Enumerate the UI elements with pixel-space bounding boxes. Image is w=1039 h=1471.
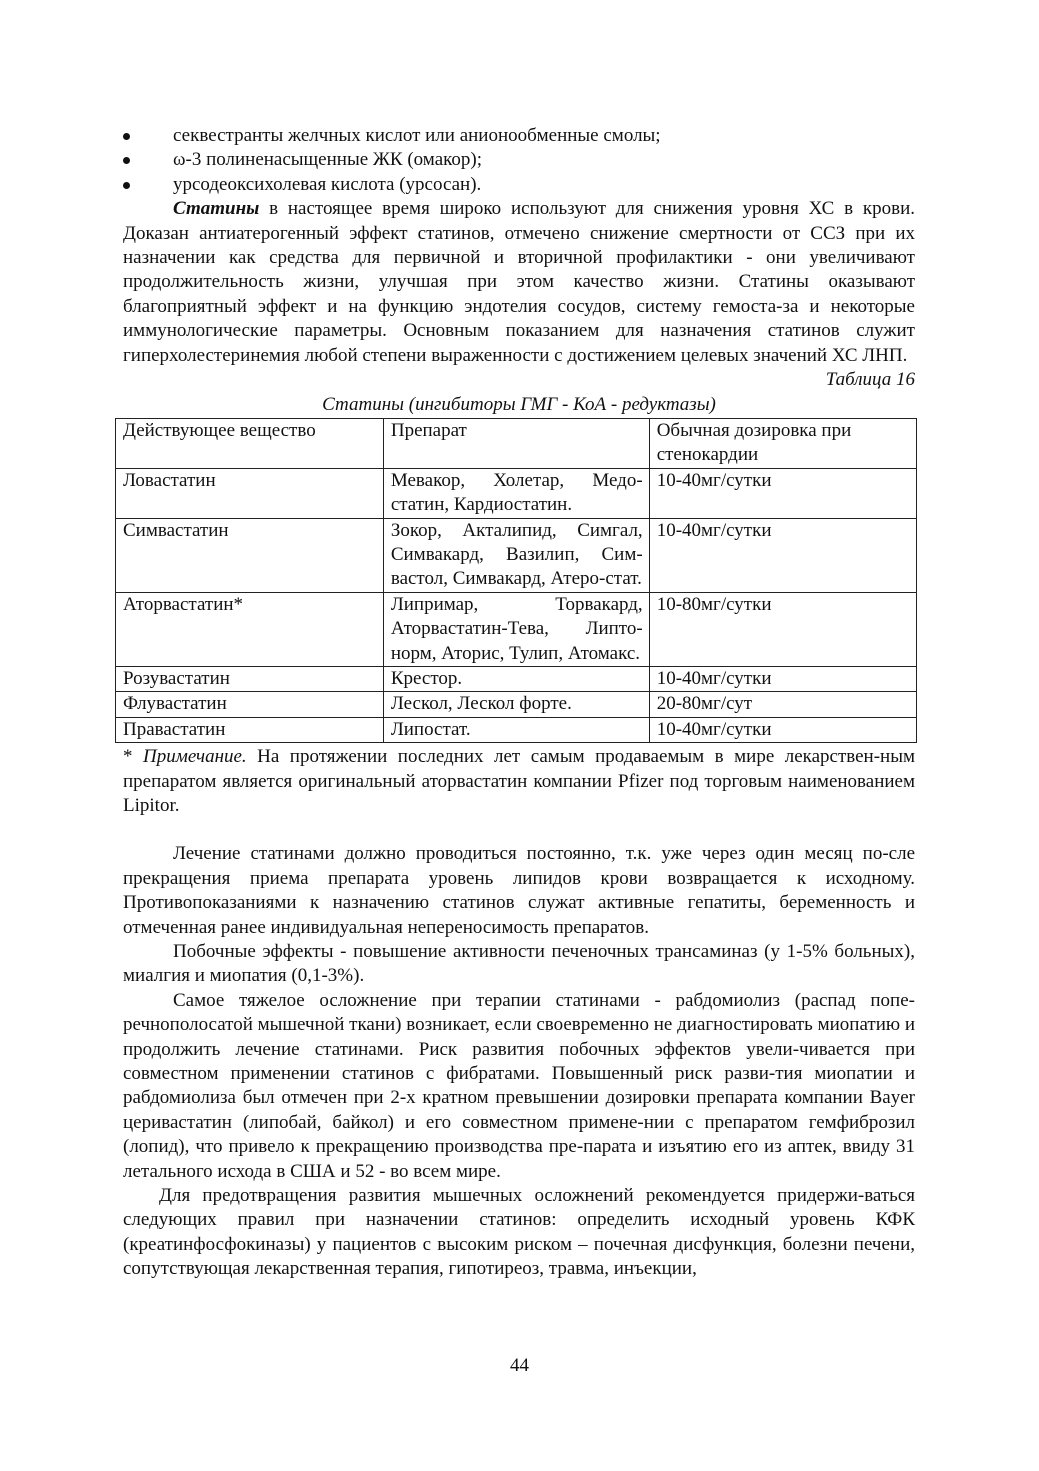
body-paragraph: Побочные эффекты - повышение активности печеночных трансаминаз (у 1-5% больных), миалгия и миопатия (0,1-3%). [123,941,915,987]
body-paragraph: Лечение статинами должно проводиться постоянно, т.к. уже через один месяц по-сле прекращения приема препарата уровень липидов крови возвращается к исходному. Противопоказаниями к назначению статинов служат активные гепатиты, беременность и отмеченная ранее индивидуальная непереносимость препаратов. [123,843,915,938]
page-number: 44 [510,1355,529,1376]
table-cell: 10-40мг/сутки [649,717,916,742]
bullet-icon [123,133,130,140]
table-cell: Липримар, Торвакард, Аторвастатин-Тева, Липто-норм, Аторис, Тулип, Атомакс. [383,592,649,666]
statins-paragraph: Статины в настоящее время широко используют для снижения уровня ХС в крови. Доказан антиатерогенный эффект статинов, отмечено снижение смертности от ССЗ при их назначении как средства для первичной и вторичной профилактики - они увеличивают продолжительность жизни, улучшая при этом качество жизни. Статины оказывают благоприятный эффект и на функцию эндотелия сосудов, систему гемоста-за и некоторые иммунологические параметры. Основным показанием для назначения статинов служит гиперхолестеринемия любой степени выраженности с достижением целевых значений ХС ЛНП. [123,198,915,366]
body-paragraph: Для предотвращения развития мышечных осложнений рекомендуется придержи-ваться следующих правил при назначении статинов: определить исходный уровень КФК (креатинфосфокиназы) у пациентов с высоким риском – почечная дисфункция, болезни печени, сопутствующая лекарственная терапия, гипотиреоз, травма, инъекции, [123,1185,915,1280]
table-header-cell: Действующее вещество [116,418,384,468]
table-header-row [116,418,917,468]
table-cell: Липостат. [383,717,649,742]
table-number: Таблица 16 [825,369,915,391]
table-row [116,468,917,518]
table-cell: 10-80мг/сутки [649,592,916,666]
table-cell: 10-40мг/сутки [649,666,916,691]
bullet-item: секвестранты желчных кислот или анионообменные смолы; [123,124,915,148]
table-note: * Примечание. На протяжении последних лет самым продаваемым в мире лекарствен-ным препаратом является оригинальный аторвастатин компании Pfizer под торговым наименованием Lipitor. [123,746,915,816]
table-cell: Мевакор, Холетар, Медо-статин, Кардиостатин. [383,468,649,518]
table-row [116,692,917,717]
bullet-icon [123,157,130,164]
table-row [116,717,917,742]
body-paragraph: Самое тяжелое осложнение при терапии статинами - рабдомиолиз (распад попе-речнополосатой мышечной ткани) возникает, если своевременно не диагностировать миопатию и продолжить лечение статинами. Риск развития побочных эффектов увели-чивается при совместном применении статинов с фибратами. Повышенный риск разви-тия миопатии и рабдомиолиза был отмечен при 2-х кратном превышении дозировки препарата компании Bayer церивастатин (липобай, байкол) и его совместном примене-нии с препаратом гемфиброзил (лопид), что привело к прекращению производства пре-парата и изъятию его из аптек, ввиду 31 летального исхода в США и 52 - во всем мире. [123,989,915,1182]
bullet-item: ω-3 полиненасыщенные ЖК (омакор); [123,148,915,172]
table-cell: Правастатин [116,717,384,742]
bullet-item: урсодеоксихолевая кислота (урсосан). [123,173,915,197]
table-cell: Ловастатин [116,468,384,518]
table-cell: 10-40мг/сутки [649,468,916,518]
table-cell: 20-80мг/сут [649,692,916,717]
table-row [116,592,917,666]
table-cell: Зокор, Акталипид, Симгал, Симвакард, Вазилип, Сим-вастол, Симвакард, Атеро-стат. [383,518,649,592]
table-header-cell: Обычная дозировка при стенокардии [649,418,916,468]
table-cell: Флувастатин [116,692,384,717]
bullet-list [123,124,915,197]
table-cell: Симвастатин [116,518,384,592]
table-row [116,518,917,592]
table-row [116,666,917,691]
statins-lead: Статины [173,198,260,220]
note-label: Примечание. [142,746,247,768]
table-cell: Лескол, Лескол форте. [383,692,649,717]
table-cell: Крестор. [383,666,649,691]
bullet-icon [123,182,130,189]
table-cell: Розувастатин [116,666,384,691]
table-cell: 10-40мг/сутки [649,518,916,592]
table-title: Статины (ингибиторы ГМГ - КоА - редуктазы) [322,394,716,416]
spacer [123,818,915,842]
table-cell: Аторвастатин* [116,592,384,666]
page-content [123,124,915,1282]
statins-table [115,418,917,743]
table-header-cell: Препарат [383,418,649,468]
